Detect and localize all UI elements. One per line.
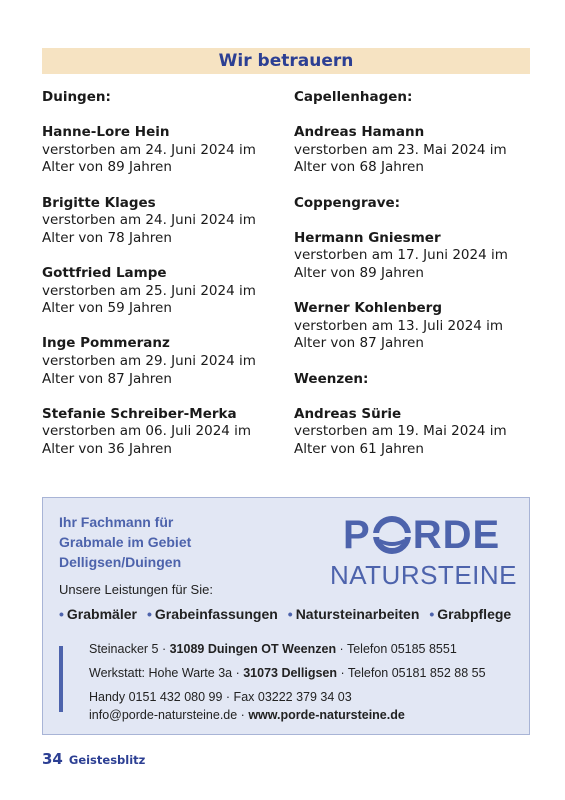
deceased-name: Hermann Gniesmer — [294, 229, 441, 246]
workshop-city: 31073 Delligsen — [243, 666, 338, 680]
logo-letter-p: P — [343, 513, 371, 557]
address-line — [89, 642, 457, 656]
obituary-entry — [42, 265, 282, 318]
deceased-name: Andreas Hamann — [294, 124, 425, 141]
bullet-icon: • — [287, 606, 293, 622]
age: Alter von 61 Jahren — [294, 440, 424, 457]
obituary-entry — [42, 124, 282, 177]
logo-o-emblem-icon — [372, 515, 412, 555]
services-label: Unsere Leistungen für Sie: — [59, 582, 213, 597]
death-date: verstorben am 19. Mai 2024 im — [294, 423, 507, 440]
deceased-name: Hanne-Lore Hein — [42, 124, 170, 141]
advertisement-box — [42, 497, 530, 735]
age: Alter von 36 Jahren — [42, 440, 172, 457]
place-heading-duingen: Duingen: — [42, 89, 111, 105]
left-column — [42, 89, 282, 476]
obituary-entry — [294, 406, 534, 459]
bullet-icon: • — [146, 606, 152, 622]
obituary-entry — [294, 300, 534, 353]
service-item — [288, 606, 420, 622]
deceased-name: Inge Pommeranz — [42, 335, 170, 352]
services-list — [59, 606, 511, 622]
section-heading-bar — [42, 48, 530, 74]
address-phone: · Telefon 05185 8551 — [336, 642, 457, 656]
age: Alter von 59 Jahren — [42, 300, 172, 317]
ad-tagline-line: Delligsen/Duingen — [59, 554, 182, 570]
right-column — [294, 89, 534, 476]
deceased-name: Stefanie Schreiber-Merka — [42, 405, 237, 422]
page-footer — [42, 750, 145, 768]
age: Alter von 87 Jahren — [42, 370, 172, 387]
death-date: verstorben am 29. Juni 2024 im — [42, 352, 256, 369]
magazine-name: Geistesblitz — [68, 753, 146, 767]
service-label: Grabeinfassungen — [154, 606, 278, 622]
death-date: verstorben am 24. Juni 2024 im — [42, 212, 256, 229]
death-date: verstorben am 17. Juni 2024 im — [294, 247, 508, 264]
deceased-name: Andreas Sürie — [294, 405, 402, 422]
death-date: verstorben am 24. Juni 2024 im — [42, 141, 256, 158]
service-label: Natursteinarbeiten — [295, 606, 420, 622]
workshop-phone: · Telefon 05181 852 88 55 — [337, 666, 486, 680]
email-text: info@porde-natursteine.de · — [89, 708, 249, 722]
deceased-name: Brigitte Klages — [42, 194, 156, 211]
obituary-entry — [42, 195, 282, 248]
ad-tagline-line: Ihr Fachmann für — [59, 514, 174, 530]
workshop-line — [89, 666, 486, 680]
obituary-entry — [294, 230, 534, 283]
age: Alter von 89 Jahren — [42, 159, 172, 176]
death-date: verstorben am 25. Juni 2024 im — [42, 282, 256, 299]
web-line — [89, 708, 405, 722]
bullet-icon: • — [59, 606, 64, 622]
place-heading-coppengrave: Coppengrave: — [294, 194, 401, 211]
address-text: Steinacker 5 · — [89, 642, 170, 656]
service-label: Grabmäler — [66, 606, 137, 622]
age: Alter von 87 Jahren — [294, 335, 424, 352]
service-label: Grabpflege — [437, 606, 512, 622]
obituary-entry — [42, 406, 282, 459]
service-item — [429, 606, 511, 622]
place-heading-capellenhagen: Capellenhagen: — [294, 89, 413, 105]
service-item — [59, 606, 137, 622]
logo-letters-rde: RDE — [412, 513, 501, 557]
deceased-name: Gottfried Lampe — [42, 264, 167, 281]
service-item — [147, 606, 278, 622]
obituary-entry — [294, 124, 534, 177]
bullet-icon: • — [429, 606, 435, 622]
website-text: www.porde-natursteine.de — [248, 708, 405, 722]
logo-subtitle: NATURSTEINE — [329, 560, 517, 590]
age: Alter von 89 Jahren — [294, 264, 424, 281]
place-heading-weenzen: Weenzen: — [294, 370, 369, 387]
workshop-text: Werkstatt: Hohe Warte 3a · — [89, 666, 244, 680]
death-date: verstorben am 13. Juli 2024 im — [294, 317, 504, 334]
mobile-fax-line: Handy 0151 432 080 99 · Fax 03222 379 34 03 — [89, 690, 352, 704]
age: Alter von 78 Jahren — [42, 229, 172, 246]
address-city: 31089 Duingen OT Weenzen — [169, 642, 337, 656]
ad-tagline — [59, 512, 279, 572]
age: Alter von 68 Jahren — [294, 159, 424, 176]
deceased-name: Werner Kohlenberg — [294, 300, 442, 317]
ad-tagline-line: Grabmale im Gebiet — [59, 534, 192, 550]
death-date: verstorben am 06. Juli 2024 im — [42, 423, 252, 440]
section-heading: Wir betrauern — [218, 51, 354, 71]
page-number: 34 — [42, 750, 63, 768]
death-date: verstorben am 23. Mai 2024 im — [294, 141, 507, 158]
contact-accent-bar — [59, 646, 63, 712]
porde-logo — [343, 512, 500, 558]
obituary-entry — [42, 335, 282, 388]
